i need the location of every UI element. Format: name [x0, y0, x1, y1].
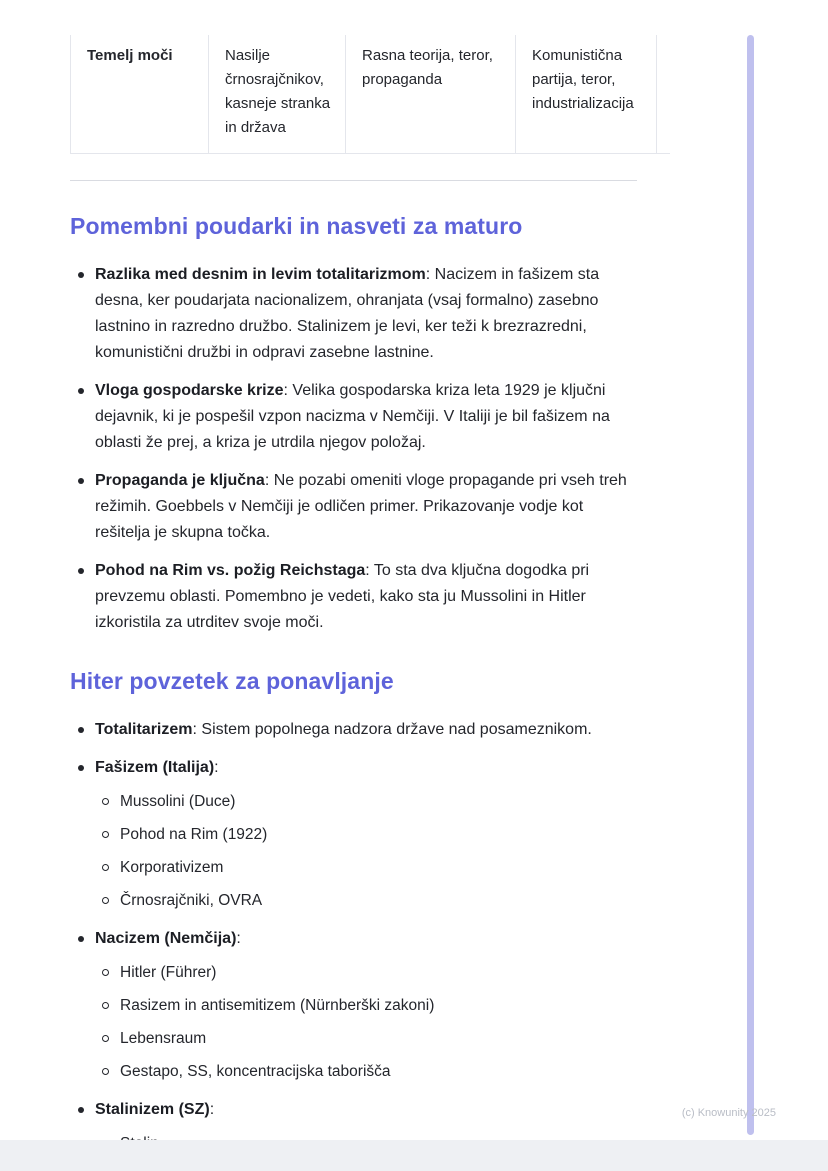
bullet-list — [70, 717, 632, 1157]
table-row — [70, 35, 670, 154]
list-item — [70, 926, 632, 1085]
table-cell: Rasna teorija, teror, propaganda — [345, 35, 515, 153]
table-cell: Komunistična partija, teror, industrializacija — [515, 35, 657, 153]
section-heading: Pomembni poudarki in nasveti za maturo — [70, 213, 523, 239]
section-heading: Hiter povzetek za ponavljanje — [70, 668, 394, 694]
list-item — [70, 378, 632, 456]
list-item-lead: Totalitarizem — [95, 721, 193, 738]
list-item — [70, 755, 632, 914]
list-item-text: : Velika gospodarska kriza leta 1929 je ključni dejavnik, ki je pospešil vzpon nacizma v Nemčiji. V Italiji je bil fašizem na oblasti že prej, a kriza je utrdila njegov položaj. — [95, 382, 610, 451]
page-scrollbar[interactable] — [747, 35, 754, 1135]
sub-list-item: Lebensraum — [95, 1026, 632, 1052]
list-item-lead: Razlika med desnim in levim totalitarizmom — [95, 266, 426, 283]
list-item — [70, 262, 632, 366]
list-item-lead: Stalinizem (SZ) — [95, 1101, 210, 1118]
list-item — [70, 468, 632, 546]
sub-list-item: Gestapo, SS, koncentracijska taborišča — [95, 1059, 632, 1085]
sub-list-item: Črnosrajčniki, OVRA — [95, 888, 632, 914]
list-item-lead: Nacizem (Nemčija) — [95, 930, 237, 947]
page-bottom-strip — [0, 1140, 828, 1171]
table-cell: Nasilje črnosrajčnikov, kasneje stranka in država — [208, 35, 345, 153]
bullet-list — [70, 262, 632, 636]
list-item-text: : Nacizem in fašizem sta desna, ker poudarjata nacionalizem, ohranjata (vsaj formalno) zasebno lastnino in razredno družbo. Stalinizem je levi, ker teži k brezrazredni, komunistični družbi in odpravi zasebne lastnine. — [95, 266, 600, 361]
watermark: (c) Knowunity 2025 — [681, 1107, 776, 1119]
sub-list-item: Mussolini (Duce) — [95, 789, 632, 815]
sections — [70, 213, 670, 1157]
list-item-text: : To sta dva ključna dogodka pri prevzemu oblasti. Pomembno je vedeti, kako sta ju Mussolini in Hitler izkoristila za utrditev svoje moči. — [95, 562, 590, 631]
list-item-lead: Pohod na Rim vs. požig Reichstaga — [95, 562, 366, 579]
list-item-text: : — [236, 930, 241, 947]
table-row-header-cell: Temelj moči — [70, 35, 208, 153]
list-item — [70, 558, 632, 636]
document-content — [70, 35, 670, 1169]
sub-list-item: Rasizem in antisemitizem (Nürnberški zakoni) — [95, 993, 632, 1019]
list-item-lead: Vloga gospodarske krize — [95, 382, 284, 399]
list-item — [70, 717, 632, 743]
section-poudarki — [70, 213, 670, 636]
list-item-text: : Sistem popolnega nadzora države nad posameznikom. — [192, 721, 592, 738]
sub-list-item: Korporativizem — [95, 855, 632, 881]
sub-list-item: Pohod na Rim (1922) — [95, 822, 632, 848]
section-povzetek — [70, 668, 670, 1157]
list-item-text: : Ne pozabi omeniti vloge propagande pri vseh treh režimih. Goebbels v Nemčiji je odličen primer. Prikazovanje vodje kot rešitelja je skupna točka. — [95, 472, 627, 541]
list-item-text: : — [209, 1101, 215, 1118]
list-item-text: : — [214, 759, 219, 776]
section-divider — [70, 180, 637, 181]
list-item-lead: Propaganda je ključna — [95, 472, 265, 489]
sub-list — [95, 960, 632, 1085]
sub-list — [95, 789, 632, 914]
list-item-lead: Fašizem (Italija) — [95, 759, 215, 776]
sub-list-item: Hitler (Führer) — [95, 960, 632, 986]
